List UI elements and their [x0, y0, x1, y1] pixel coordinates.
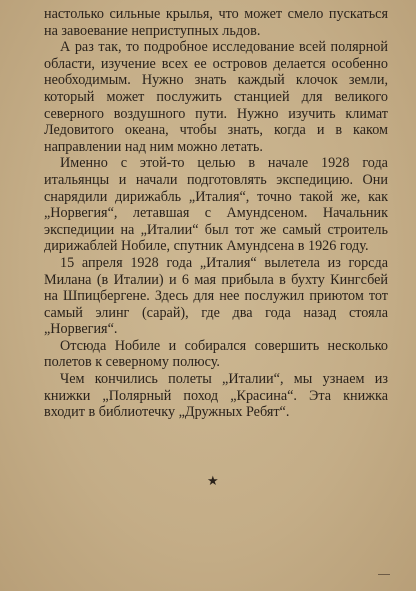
paragraph-6: Чем кончились полеты „Италии“, мы узнаем из книжки „Полярный поход „Красина“. Эта книжка входит в библиотечку „Дружных Ребят“.	[44, 371, 388, 421]
page-corner-mark	[378, 574, 390, 575]
paragraph-2: А раз так, то подробное исследование всей полярной области, изучение всех ее островов делается особенно необходимым. Нужно знать каждый клочок земли, который может послужить станцией для великого северного воздушного пути. Нужно изучить климат Ледовитого океана, чтобы знать, когда и в каком направлении над ним можно летать.	[44, 39, 388, 155]
paragraph-1: настолько сильные крылья, что может смело пускаться на завоевание неприступных льдов.	[44, 6, 388, 39]
page-text	[44, 6, 388, 421]
paragraph-4: 15 апреля 1928 года „Италия“ вылетела из горсда Милана (в Италии) и 6 мая прибыла в бухту Кингсбей на Шпицбергене. Здесь для нее послужил приютом тот самый элинг (сарай), где два года назад стояла „Норвегия“.	[44, 254, 388, 338]
paragraph-3: Именно с этой-то целью в начале 1928 года итальянцы и начали подготовлять экспедицию. Они снарядили дирижабль „Италия“, точно такой же, как „Норвегия“, летавшая с Амундсеном. Начальник экспедиции на „Италии“ был тот же самый строитель дирижаблей Нобиле, спутник Амундсена в 1926 году.	[44, 155, 388, 255]
star-ornament-icon: ★	[207, 474, 219, 489]
paragraph-5: Отсюда Нобиле и собирался совершить несколько полетов к северному полюсу.	[44, 337, 388, 371]
